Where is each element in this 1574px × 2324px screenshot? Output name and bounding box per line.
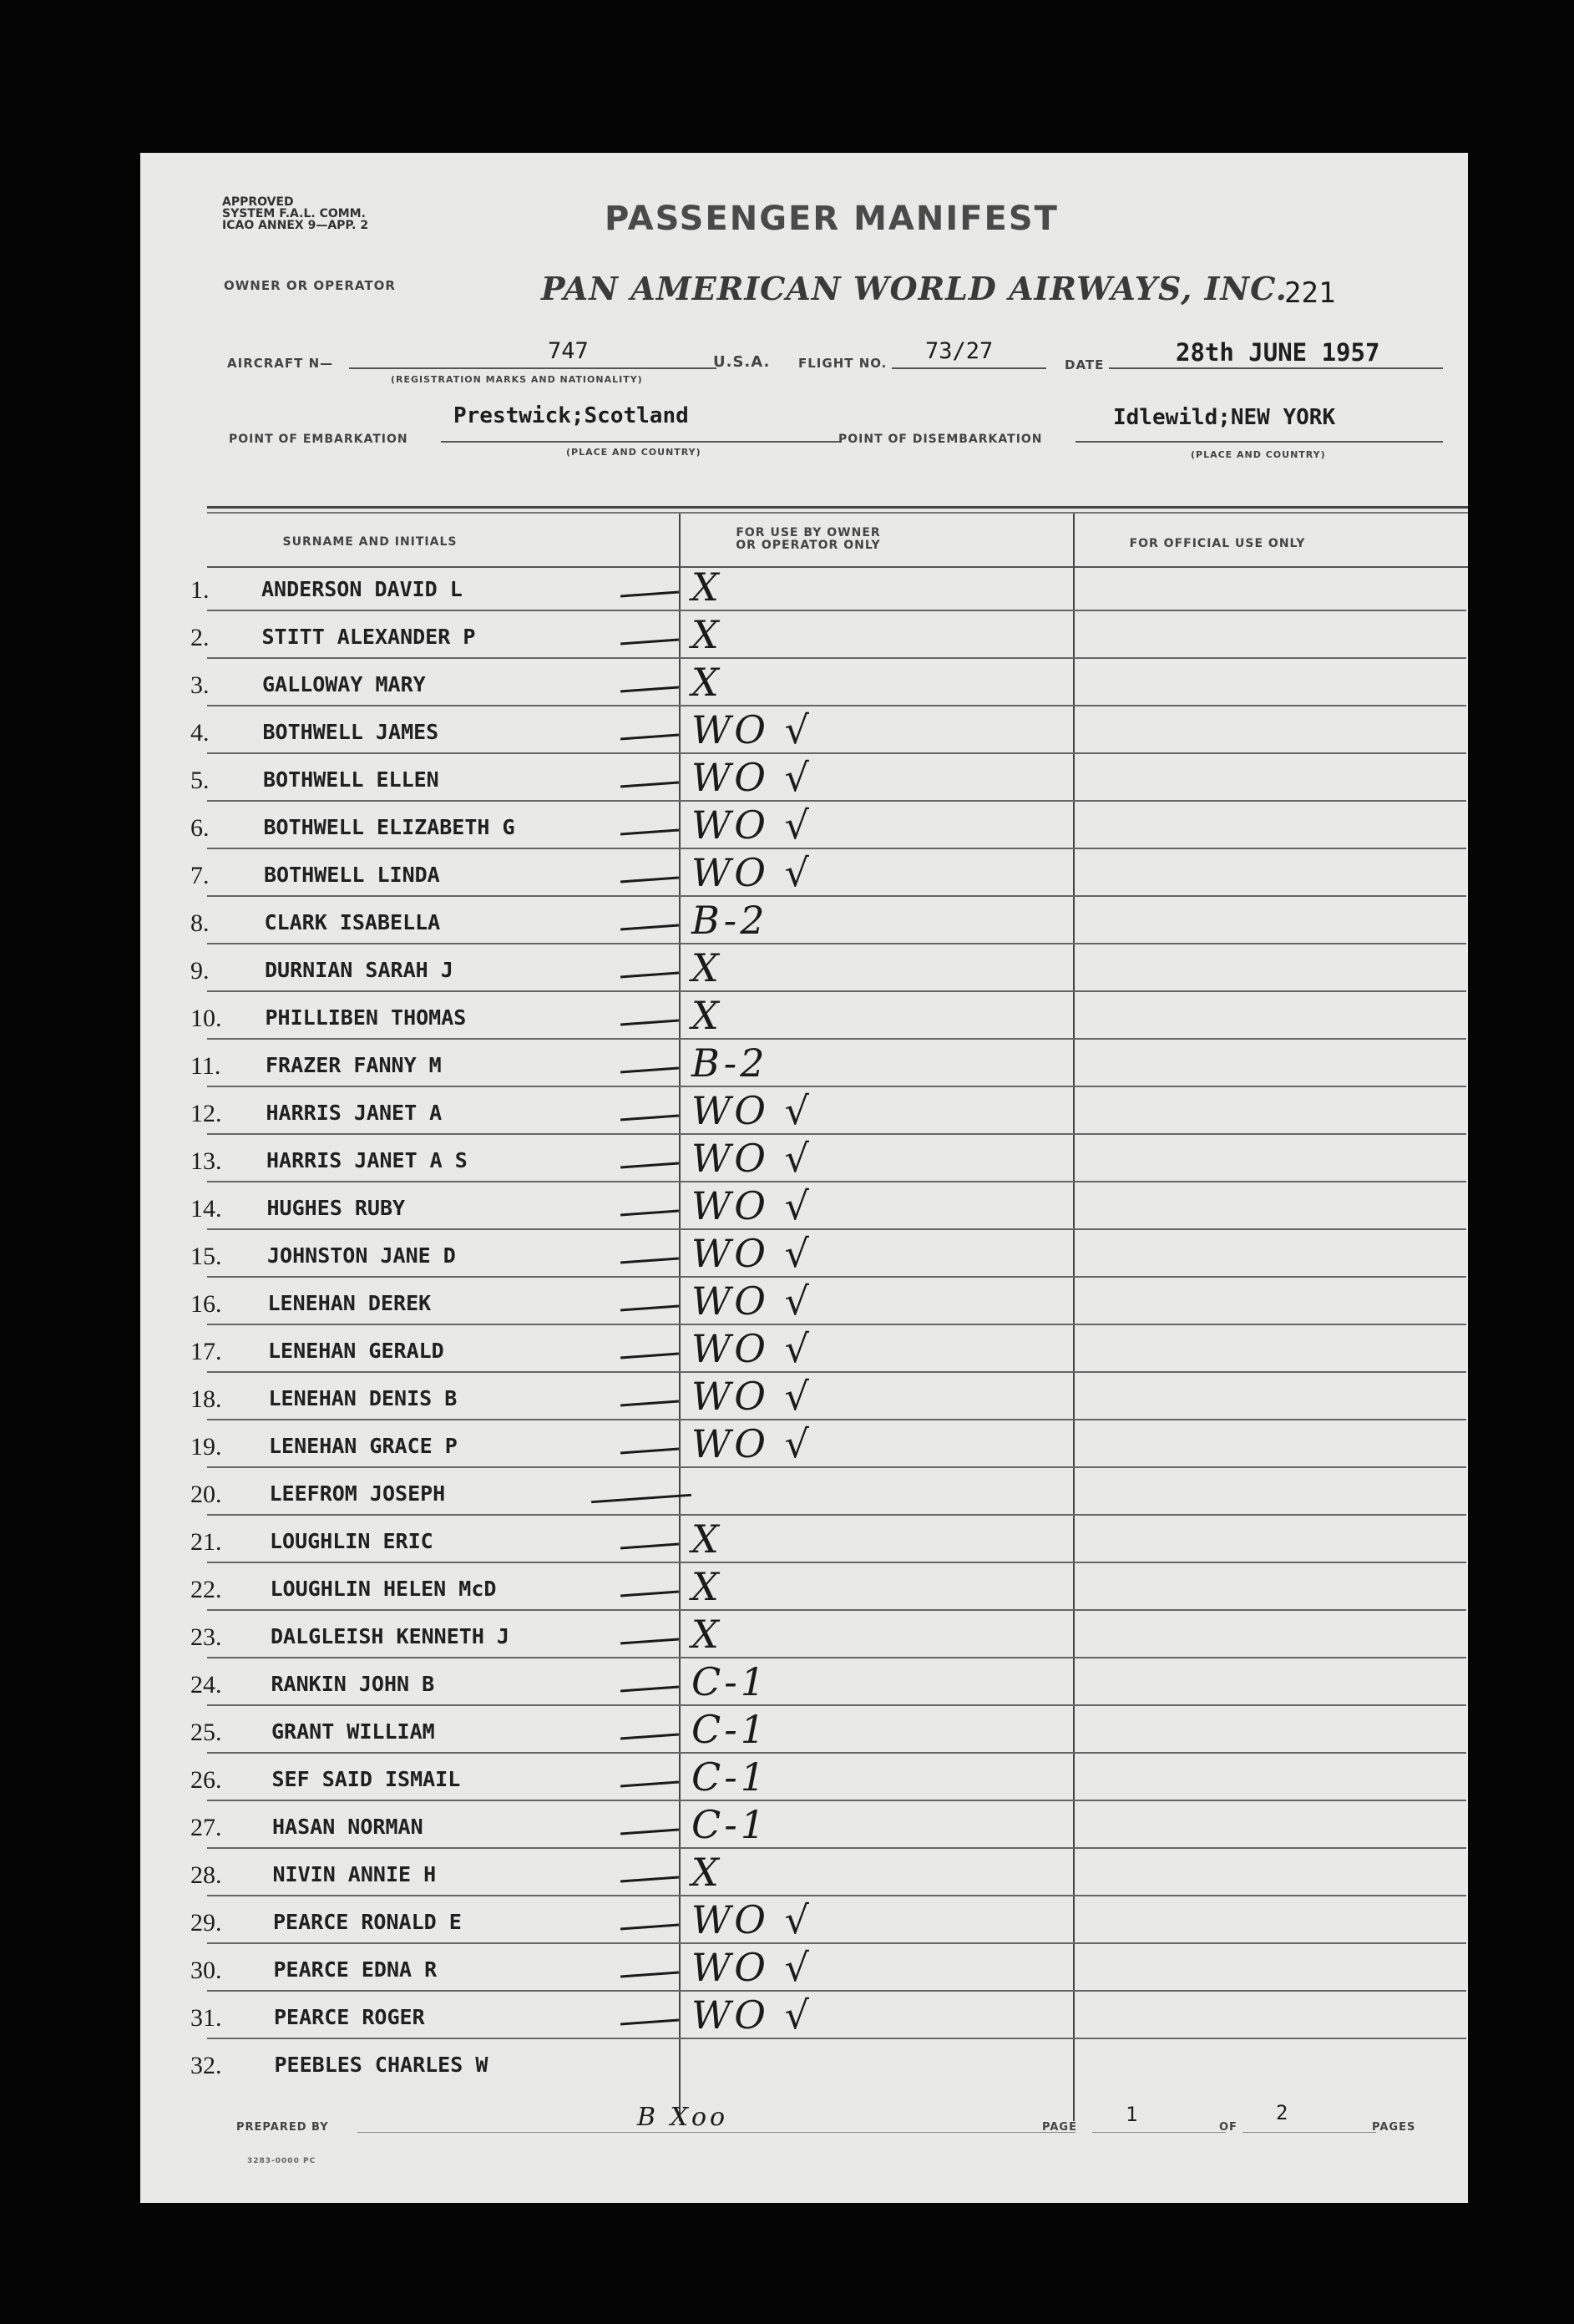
row-rule [207,1466,1466,1468]
row-number: 3. [190,671,210,699]
handwritten-dash [620,1591,679,1597]
passenger-name: ANDERSON DAVID L [261,577,463,601]
operator-mark: WO √ [691,1183,812,1228]
operator-mark: WO √ [691,755,812,800]
column-header-official: FOR OFFICIAL USE ONLY [1129,537,1306,550]
date-label: DATE [1065,357,1105,372]
page-label: PAGE [1042,2121,1077,2134]
handwritten-dash [620,2019,679,2026]
row-rule [207,657,1466,659]
passenger-name: HUGHES RUBY [266,1196,406,1220]
handwritten-dash [620,1924,679,1931]
passenger-name: LENEHAN DENIS B [268,1386,458,1410]
operator-mark: WO √ [691,1088,812,1133]
handwritten-dash [620,1162,679,1169]
passenger-name: BOTHWELL ELLEN [263,767,439,792]
row-number: 28. [190,1861,222,1889]
pages-label: PAGES [1372,2121,1416,2134]
handwritten-dash [620,1972,679,1978]
operator-mark: X [691,612,722,657]
prepared-by-label: PREPARED BY [236,2121,329,2134]
passenger-name: DURNIAN SARAH J [265,958,453,982]
operator-mark: WO √ [691,1374,812,1419]
handwritten-dash [620,1543,679,1550]
form-title: PASSENGER MANIFEST [605,200,1059,238]
operator-mark: WO √ [691,1897,812,1942]
page-total: 2 [1276,2101,1288,2124]
row-number: 14. [190,1195,222,1223]
manifest-page [140,153,1468,2203]
passenger-name: BOTHWELL JAMES [262,720,439,744]
row-rule [207,848,1466,849]
column-header-owner: FOR USE BY OWNER OR OPERATOR ONLY [736,526,881,552]
handwritten-dash [620,1210,679,1217]
operator-mark: C-1 [691,1659,769,1704]
row-number: 31. [190,2004,222,2032]
operator-mark: B-2 [691,898,768,943]
row-rule [207,1133,1466,1135]
embarkation-value: Prestwick;Scotland [453,403,689,428]
row-number: 18. [190,1385,222,1413]
row-number: 23. [190,1623,222,1651]
disembarkation-value: Idlewild;NEW YORK [1113,405,1336,430]
of-label: OF [1219,2121,1237,2134]
handwritten-dash [620,1115,679,1121]
passenger-name: JOHNSTON JANE D [267,1243,456,1268]
handwritten-dash [620,1829,679,1835]
operator-mark: WO √ [691,1992,812,2038]
row-rule [207,1990,1466,1992]
operator-mark: X [691,660,722,705]
passenger-name: GRANT WILLIAM [271,1719,435,1744]
row-number: 7. [190,862,210,889]
passenger-name: LENEHAN DEREK [267,1291,432,1315]
handwritten-dash [620,924,679,931]
row-number: 9. [190,957,210,985]
operator-mark: WO √ [691,1326,812,1371]
operator-mark: C-1 [691,1754,769,1800]
row-rule [207,1086,1466,1087]
disembarkation-sublabel: (PLACE AND COUNTRY) [1191,449,1326,460]
column-header-surname: SURNAME AND INITIALS [282,535,458,549]
flight-label: FLIGHT NO. [798,356,888,371]
handwritten-dash [620,734,679,741]
operator-mark: WO √ [691,1945,812,1990]
row-rule [207,752,1466,754]
row-rule [207,1371,1466,1373]
operator-mark: X [691,1850,722,1895]
page-number: 1 [1126,2103,1138,2126]
date-value: 28th JUNE 1957 [1176,338,1380,367]
handwritten-dash [620,829,679,836]
row-rule [207,1800,1466,1801]
column-divider-2 [1073,514,1075,2121]
row-rule [207,1657,1466,1658]
handwritten-dash [620,1067,679,1074]
embarkation-sublabel: (PLACE AND COUNTRY) [566,447,701,458]
row-number: 10. [190,1005,222,1032]
operator-mark: WO √ [691,1278,812,1324]
row-rule [207,1276,1466,1278]
passenger-name: SEF SAID ISMAIL [271,1767,461,1791]
flight-value: 73/27 [925,338,994,364]
handwritten-dash [620,639,679,646]
passenger-name: LENEHAN GRACE P [269,1434,458,1458]
row-number: 5. [190,767,210,794]
passenger-name: LOUGHLIN HELEN McD [270,1577,497,1601]
passenger-name: RANKIN JOHN B [271,1672,435,1696]
row-rule [207,1895,1466,1896]
handwritten-dash [620,782,679,788]
row-number: 19. [190,1433,222,1461]
row-number: 8. [190,909,210,937]
row-rule [207,1228,1466,1230]
row-rule [207,610,1466,611]
column-divider-1 [679,514,681,2121]
row-rule [207,1324,1466,1325]
operator-mark: C-1 [691,1707,769,1752]
row-number: 12. [190,1100,222,1127]
operator-mark: X [691,945,722,990]
row-number: 17. [190,1338,222,1365]
handwritten-dash [620,1020,679,1026]
row-rule [207,895,1466,897]
passenger-name: PEARCE EDNA R [273,1957,438,1982]
row-number: 26. [190,1766,222,1794]
passenger-name: PEEBLES CHARLES W [274,2053,488,2077]
row-number: 29. [190,1909,222,1937]
passenger-name: LEEFROM JOSEPH [269,1481,446,1506]
row-rule [207,2038,1466,2039]
operator-mark: X [691,1564,722,1609]
row-number: 15. [190,1243,222,1270]
passenger-name: STITT ALEXANDER P [261,625,476,649]
handwritten-dash [620,1686,679,1693]
passenger-name: HARRIS JANET A S [266,1148,468,1172]
row-number: 2. [190,624,210,651]
handwritten-dash [620,1258,679,1264]
operator-mark: X [691,993,722,1038]
row-rule [207,1942,1466,1944]
operator-mark: WO √ [691,1421,812,1466]
passenger-name: NIVIN ANNIE H [272,1862,437,1886]
operator-mark: X [691,1516,722,1562]
form-code: 3283-0000 PC [247,2157,316,2165]
passenger-name: PHILLIBEN THOMAS [265,1005,467,1030]
operator-mark: X [691,1612,722,1657]
handwritten-dash [620,972,679,979]
row-number: 6. [190,814,210,842]
embarkation-label: POINT OF EMBARKATION [229,433,408,446]
operator-mark: WO √ [691,707,812,752]
row-number: 27. [190,1814,222,1841]
usa-label: U.S.A. [713,353,771,371]
handwritten-dash [591,1494,691,1503]
row-number: 16. [190,1290,222,1318]
handwritten-dash [620,591,679,598]
row-rule [207,1704,1466,1706]
handwritten-dash [620,1734,679,1740]
row-rule [207,1609,1466,1611]
passenger-name: HASAN NORMAN [272,1815,423,1839]
aircraft-label: AIRCRAFT N— [227,356,334,371]
row-number: 4. [190,719,210,747]
handwritten-dash [620,1876,679,1883]
page-reference-number: 221 [1284,276,1336,310]
passenger-name: BOTHWELL LINDA [264,863,440,887]
passenger-name: FRAZER FANNY M [266,1053,442,1077]
row-rule [207,1514,1466,1516]
operator-mark: WO √ [691,1136,812,1181]
operator-mark: WO √ [691,1231,812,1276]
row-number: 11. [190,1052,221,1080]
row-number: 20. [190,1481,222,1508]
operator-mark: WO √ [691,803,812,848]
row-rule [207,943,1466,944]
row-number: 22. [190,1576,222,1603]
handwritten-dash [620,1305,679,1312]
operator-mark: B-2 [691,1040,768,1086]
row-rule [207,990,1466,992]
handwritten-dash [620,1448,679,1455]
row-number: 30. [190,1957,222,1984]
aircraft-sublabel: (REGISTRATION MARKS AND NATIONALITY) [391,374,643,385]
row-number: 21. [190,1528,222,1556]
handwritten-dash [620,1781,679,1788]
row-number: 25. [190,1719,222,1746]
owner-label: OWNER OR OPERATOR [224,278,396,293]
passenger-name: BOTHWELL ELIZABETH G [263,815,515,839]
row-rule [207,800,1466,802]
row-rule [207,1562,1466,1563]
handwritten-dash [620,1400,679,1407]
row-rule [207,1038,1466,1040]
disembarkation-label: POINT OF DISEMBARKATION [838,433,1043,446]
handwritten-dash [620,1353,679,1359]
operator-mark: X [691,565,722,610]
row-rule [207,1752,1466,1754]
passenger-name: PEARCE RONALD E [273,1910,462,1934]
row-number: 32. [190,2052,222,2079]
passenger-name: LENEHAN GERALD [268,1339,444,1363]
passenger-name: LOUGHLIN ERIC [270,1529,433,1553]
row-number: 13. [190,1147,222,1175]
passenger-name: HARRIS JANET A [266,1101,443,1125]
operator-mark: C-1 [691,1802,769,1847]
prepared-by-signature: B Xoo [637,2103,729,2132]
passenger-name: PEARCE ROGER [274,2005,425,2029]
aircraft-value: 747 [548,338,589,364]
row-rule [207,1419,1466,1420]
passenger-name: GALLOWAY MARY [262,672,426,696]
operator-mark: WO √ [691,850,812,895]
row-number: 1. [190,576,210,604]
handwritten-dash [620,877,679,884]
row-rule [207,1181,1466,1182]
row-rule [207,705,1466,706]
approval-stamp: APPROVED SYSTEM F.A.L. COMM. ICAO ANNEX 9—APP. 2 [222,195,369,232]
row-rule [207,1847,1466,1849]
row-number: 24. [190,1671,222,1699]
passenger-name: CLARK ISABELLA [264,910,441,934]
operator-name: PAN AMERICAN WORLD AIRWAYS, INC. [541,270,1288,307]
handwritten-dash [620,1638,679,1645]
passenger-name: DALGLEISH KENNETH J [271,1624,509,1648]
handwritten-dash [620,686,679,693]
